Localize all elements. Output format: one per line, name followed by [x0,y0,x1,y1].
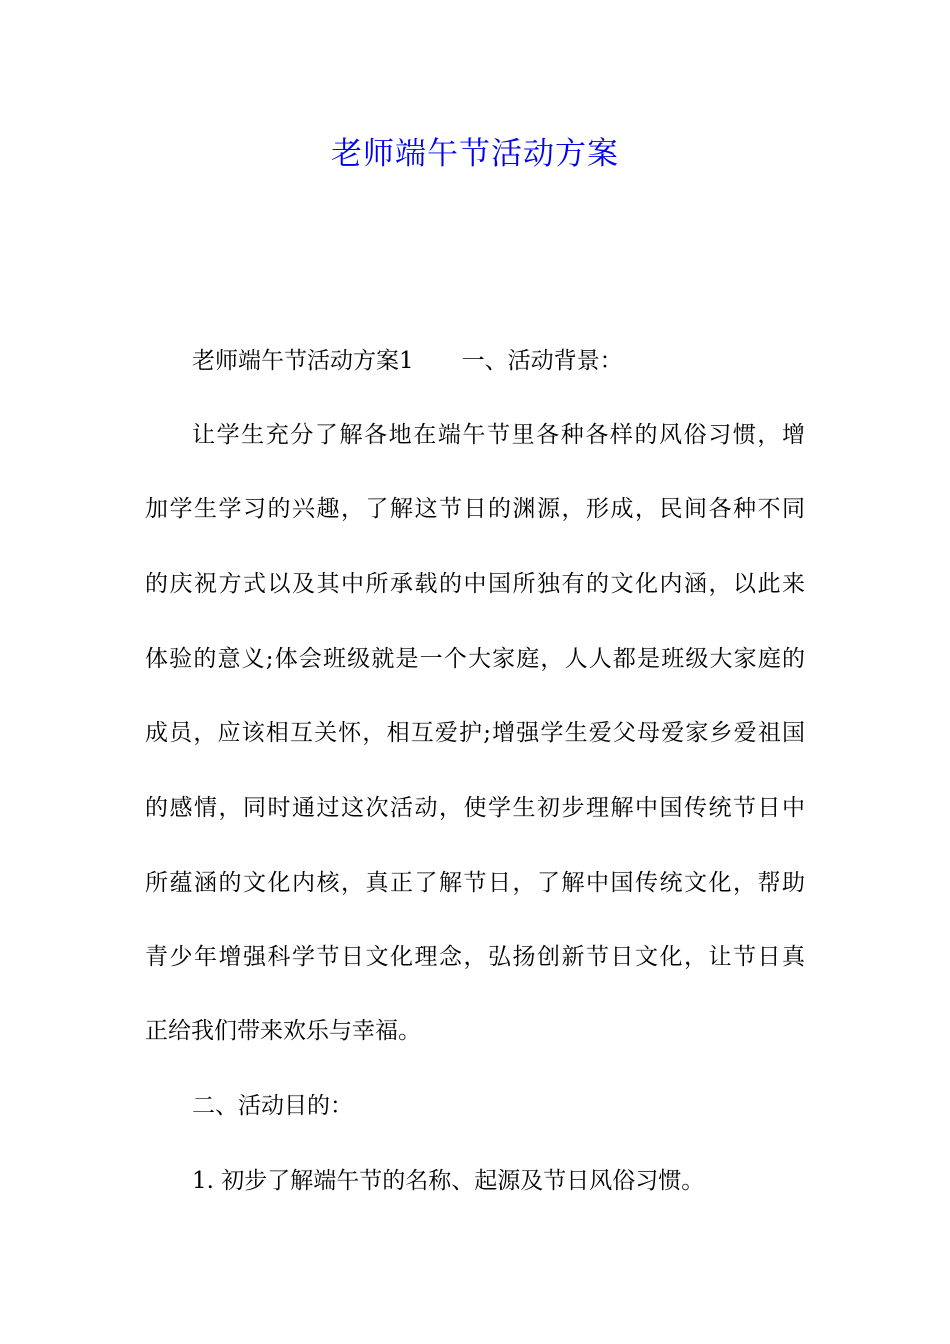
section-heading-line [192,341,623,381]
paragraph-line: 成员，应该相互关怀，相互爱护;增强学生爱父母爱家乡爱祖国 [145,720,805,746]
paragraph-line: 的感情，同时通过这次活动，使学生初步理解中国传统节日中 [145,795,805,821]
section-heading: 老师端午节活动方案1 [192,348,414,374]
paragraph-line: 所蕴涵的文化内核，真正了解节日，了解中国传统文化，帮助 [145,870,805,896]
paragraph-line: 青少年增强科学节日文化理念，弘扬创新节日文化，让节日真 [145,944,805,970]
paragraph-line: 的庆祝方式以及其中所承载的中国所独有的文化内涵，以此来 [145,571,805,597]
paragraph-line: 加学生学习的兴趣，了解这节日的渊源，形成，民间各种不同 [145,496,805,522]
purpose-heading: 二、活动目的： [192,1093,353,1119]
background-heading: 一、活动背景： [461,348,623,374]
document-title: 老师端午节活动方案 [331,136,619,172]
paragraph-line: 正给我们带来欢乐与幸福。 [145,1018,421,1044]
purpose-item-1: 1. 初步了解端午节的名称、起源及节日风俗习惯。 [192,1168,705,1194]
paragraph-line: 体验的意义;体会班级就是一个大家庭，人人都是班级大家庭的 [145,646,805,672]
paragraph-line: 让学生充分了解各地在端午节里各种各样的风俗习惯，增 [192,422,805,448]
